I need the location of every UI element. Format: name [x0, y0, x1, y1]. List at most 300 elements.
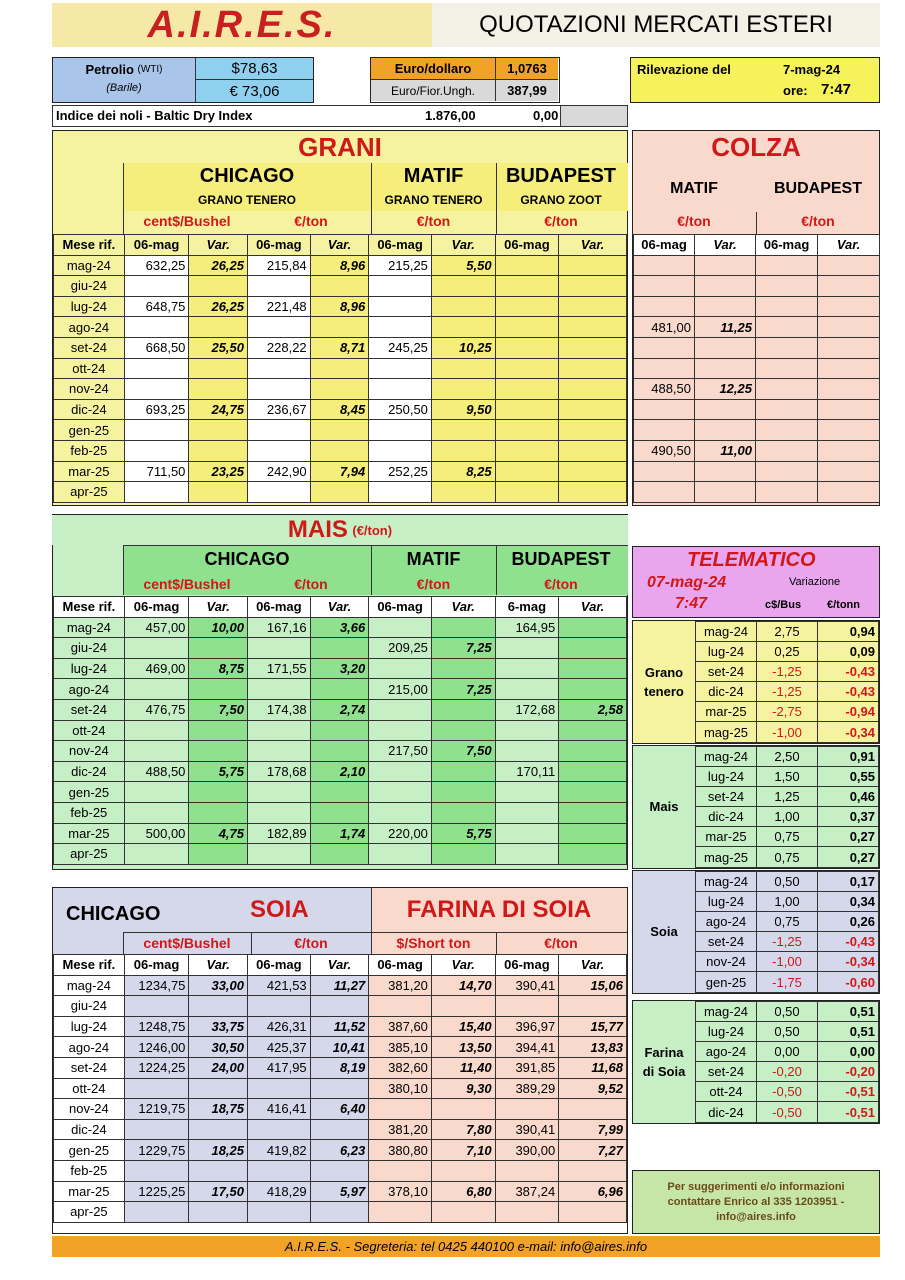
price-cell: 500,00: [124, 823, 189, 844]
price-cell: [495, 741, 559, 762]
col-header-var: Var.: [431, 235, 495, 256]
var-cell: 24,00: [189, 1057, 248, 1078]
col-header-var: Var.: [559, 955, 627, 976]
col-header-var: Var.: [310, 597, 369, 618]
telematico-group-name: Mais: [649, 799, 679, 814]
month-cell: giu-24: [54, 996, 125, 1017]
table-row: [696, 1002, 879, 1022]
var-cell: [559, 420, 627, 441]
var-cell: [431, 276, 495, 297]
col-header-mese: Mese rif.: [54, 597, 125, 618]
price-cell: [248, 276, 311, 297]
var-eur-cell: -0,43: [818, 662, 879, 682]
table-row: [54, 255, 627, 276]
soia-title: SOIA: [250, 896, 309, 923]
var-cell: [818, 296, 880, 317]
price-cell: 220,00: [369, 823, 432, 844]
var-cbus-cell: -0,50: [757, 1082, 818, 1102]
grani-budapest-sub: GRANO ZOOT: [520, 193, 602, 207]
table-row: [54, 1057, 627, 1078]
var-eur-cell: 0,51: [818, 1022, 879, 1042]
price-cell: 488,50: [634, 379, 695, 400]
var-cell: [695, 276, 756, 297]
var-cell: [431, 1160, 495, 1181]
var-cell: [189, 679, 248, 700]
page-title-text: QUOTAZIONI MERCATI ESTERI: [479, 11, 833, 38]
price-cell: [248, 844, 311, 865]
var-cell: [189, 358, 248, 379]
var-cell: [559, 255, 627, 276]
var-cell: [695, 399, 756, 420]
col-header-date: 06-mag: [369, 235, 432, 256]
price-cell: 632,25: [124, 255, 189, 276]
var-cell: [695, 296, 756, 317]
price-cell: 236,67: [248, 399, 311, 420]
var-cell: 15,06: [559, 975, 627, 996]
var-cell: 3,66: [310, 617, 369, 638]
mais-divider: [123, 545, 124, 595]
price-cell: 418,29: [248, 1181, 311, 1202]
var-cbus-cell: 1,25: [757, 787, 818, 807]
price-cell: [248, 1119, 311, 1140]
page-title: [432, 3, 880, 47]
col-header-date: 06-mag: [248, 597, 311, 618]
price-cell: [756, 276, 818, 297]
mais-unit-2: €/ton: [294, 576, 328, 592]
soia-unit-4: €/ton: [544, 935, 578, 951]
price-cell: [248, 1160, 311, 1181]
table-row: [54, 420, 627, 441]
month-cell: mar-25: [54, 1181, 125, 1202]
price-cell: 178,68: [248, 761, 311, 782]
month-cell: lug-24: [696, 1022, 757, 1042]
price-cell: [369, 358, 432, 379]
price-cell: 167,16: [248, 617, 311, 638]
telematico-group-table: [695, 746, 879, 868]
var-cell: 5,75: [189, 761, 248, 782]
var-cell: 10,00: [189, 617, 248, 638]
var-cell: 5,97: [310, 1181, 369, 1202]
var-cbus-cell: -1,25: [757, 682, 818, 702]
table-row: [54, 379, 627, 400]
var-cell: 6,40: [310, 1099, 369, 1120]
price-cell: 390,00: [495, 1140, 559, 1161]
price-cell: [124, 638, 189, 659]
month-cell: mag-25: [696, 847, 757, 867]
price-cell: [495, 461, 559, 482]
var-cell: [818, 317, 880, 338]
var-cell: 7,94: [310, 461, 369, 482]
var-cell: [559, 996, 627, 1017]
month-cell: ott-24: [696, 1082, 757, 1102]
table-row: [54, 1140, 627, 1161]
table-row: [54, 440, 627, 461]
table-row: [54, 399, 627, 420]
price-cell: [369, 1099, 432, 1120]
var-cell: [189, 1078, 248, 1099]
var-cell: 7,25: [431, 679, 495, 700]
table-row: [696, 952, 879, 972]
var-cell: 9,50: [431, 399, 495, 420]
table-row: [54, 975, 627, 996]
price-cell: 171,55: [248, 658, 311, 679]
price-cell: 170,11: [495, 761, 559, 782]
mais-unit-3: €/ton: [416, 576, 451, 592]
var-cbus-cell: -1,25: [757, 932, 818, 952]
grani-table: [53, 234, 627, 503]
petrolio-label: Petrolio: [85, 62, 134, 77]
month-cell: ago-24: [696, 912, 757, 932]
var-cell: [818, 420, 880, 441]
table-row: [696, 747, 879, 767]
table-row: [634, 420, 880, 441]
var-cell: [189, 1119, 248, 1140]
price-cell: [369, 317, 432, 338]
month-cell: dic-24: [696, 1102, 757, 1122]
table-row: [54, 296, 627, 317]
var-cell: 33,75: [189, 1016, 248, 1037]
col-header-date: 06-mag: [634, 235, 695, 256]
month-cell: dic-24: [54, 399, 125, 420]
var-cell: [310, 679, 369, 700]
var-cell: 7,10: [431, 1140, 495, 1161]
mais-title-unit: (€/ton): [352, 522, 393, 538]
price-cell: [369, 617, 432, 638]
colza-title: COLZA: [711, 131, 801, 162]
var-cell: [559, 337, 627, 358]
logo: [52, 3, 432, 47]
mais-chicago: CHICAGO: [204, 549, 290, 569]
telematico-group: [632, 870, 880, 994]
col-header-date: 06-mag: [124, 955, 189, 976]
var-cbus-cell: -1,75: [757, 972, 818, 992]
var-cell: [310, 720, 369, 741]
price-cell: 380,10: [369, 1078, 432, 1099]
var-cell: [431, 720, 495, 741]
price-cell: 396,97: [495, 1016, 559, 1037]
grani-divider: [371, 163, 372, 235]
month-cell: nov-24: [54, 379, 125, 400]
soia-unit-2: €/ton: [294, 935, 328, 951]
col-header-var: Var.: [310, 955, 369, 976]
price-cell: 417,95: [248, 1057, 311, 1078]
col-header-date: 06-mag: [756, 235, 818, 256]
var-cell: [189, 379, 248, 400]
var-cell: [559, 482, 627, 503]
var-cell: [559, 399, 627, 420]
var-cell: [431, 420, 495, 441]
table-row: [696, 722, 879, 742]
price-cell: 711,50: [124, 461, 189, 482]
price-cell: 389,29: [495, 1078, 559, 1099]
table-row: [634, 379, 880, 400]
price-cell: [634, 420, 695, 441]
var-cell: [310, 802, 369, 823]
price-cell: 217,50: [369, 741, 432, 762]
soia-unit-1: cent$/Bushel: [143, 935, 231, 951]
var-cell: 8,96: [310, 255, 369, 276]
price-cell: [495, 358, 559, 379]
price-cell: [495, 1099, 559, 1120]
price-cell: [369, 782, 432, 803]
col-header-date: 06-mag: [124, 235, 189, 256]
var-eur-cell: -0,51: [818, 1082, 879, 1102]
eurodollaro-label: Euro/dollaro: [371, 58, 495, 80]
col-header-mese: Mese rif.: [54, 955, 125, 976]
petrolio-usd: $78,63: [195, 58, 313, 80]
month-cell: apr-25: [54, 482, 125, 503]
price-cell: [124, 482, 189, 503]
table-row: [696, 807, 879, 827]
price-cell: 457,00: [124, 617, 189, 638]
var-cell: [559, 296, 627, 317]
var-cell: 33,00: [189, 975, 248, 996]
var-cell: [310, 276, 369, 297]
var-cbus-cell: 0,00: [757, 1042, 818, 1062]
var-cell: [189, 482, 248, 503]
grani-budapest: BUDAPEST: [505, 165, 616, 187]
colza-unit-2: €/ton: [801, 213, 835, 229]
price-cell: 421,53: [248, 975, 311, 996]
var-cell: [695, 337, 756, 358]
table-row: [54, 1078, 627, 1099]
var-cell: [431, 699, 495, 720]
price-cell: [248, 802, 311, 823]
mais-divider: [371, 545, 372, 595]
soia-corner: [53, 932, 123, 954]
var-cell: 15,77: [559, 1016, 627, 1037]
telematico-unit-1: c$/Bus: [765, 599, 802, 611]
soia-unit-3: $/Short ton: [396, 935, 471, 951]
table-row: [54, 720, 627, 741]
table-row: [696, 1022, 879, 1042]
price-cell: [248, 638, 311, 659]
var-cell: [818, 276, 880, 297]
table-row: [54, 358, 627, 379]
price-cell: [369, 720, 432, 741]
var-cell: [559, 844, 627, 865]
price-cell: 1219,75: [124, 1099, 189, 1120]
grani-chicago: CHICAGO: [199, 165, 295, 187]
price-cell: [634, 399, 695, 420]
table-row: [696, 642, 879, 662]
price-cell: [248, 317, 311, 338]
var-cell: 7,50: [431, 741, 495, 762]
var-cell: [189, 276, 248, 297]
table-row: [634, 461, 880, 482]
table-row: [54, 761, 627, 782]
var-eur-cell: 0,34: [818, 892, 879, 912]
grani-divider: [496, 163, 497, 235]
price-cell: [369, 420, 432, 441]
colza-divider: [756, 212, 757, 234]
price-cell: [495, 337, 559, 358]
soia-divider: [496, 932, 497, 954]
month-cell: giu-24: [54, 276, 125, 297]
col-header-var: Var.: [189, 955, 248, 976]
table-row: [54, 699, 627, 720]
var-eur-cell: -0,43: [818, 682, 879, 702]
mais-title: MAIS: [287, 516, 348, 543]
var-cell: [189, 844, 248, 865]
exchange-box: [370, 57, 560, 103]
var-cell: 13,50: [431, 1037, 495, 1058]
price-cell: [124, 440, 189, 461]
var-cell: [431, 379, 495, 400]
price-cell: 419,82: [248, 1140, 311, 1161]
table-row: [54, 802, 627, 823]
var-eur-cell: -0,94: [818, 702, 879, 722]
price-cell: [124, 317, 189, 338]
price-cell: [124, 276, 189, 297]
price-cell: [756, 296, 818, 317]
var-cell: 6,96: [559, 1181, 627, 1202]
table-row: [54, 1160, 627, 1181]
var-eur-cell: 0,46: [818, 787, 879, 807]
var-cell: 18,25: [189, 1140, 248, 1161]
info-text: Per suggerimenti e/o informazioni contattare Enrico al 335 1203951 - info@aires.info: [667, 1180, 845, 1223]
table-row: [54, 1181, 627, 1202]
month-cell: gen-25: [54, 1140, 125, 1161]
colza-matif: MATIF: [670, 180, 718, 197]
month-cell: ago-24: [54, 679, 125, 700]
price-cell: [124, 802, 189, 823]
price-cell: 1224,25: [124, 1057, 189, 1078]
table-row: [696, 932, 879, 952]
price-cell: 481,00: [634, 317, 695, 338]
var-cell: [431, 658, 495, 679]
rilevazione-date: 7-mag-24: [783, 62, 841, 77]
telematico-group-table: [695, 621, 879, 743]
price-cell: [369, 1160, 432, 1181]
price-cell: [756, 379, 818, 400]
var-cell: [559, 638, 627, 659]
var-cell: [559, 379, 627, 400]
var-cell: 7,25: [431, 638, 495, 659]
baltic-var: 0,00: [533, 108, 559, 123]
price-cell: [756, 420, 818, 441]
header-row: [634, 235, 880, 256]
var-cell: 26,25: [189, 255, 248, 276]
var-cell: 26,25: [189, 296, 248, 317]
var-cell: 2,58: [559, 699, 627, 720]
month-cell: ott-24: [54, 1078, 125, 1099]
table-row: [54, 276, 627, 297]
var-cell: [431, 482, 495, 503]
var-cell: [559, 440, 627, 461]
price-cell: [369, 276, 432, 297]
var-cell: [189, 1160, 248, 1181]
price-cell: [495, 296, 559, 317]
var-cell: [818, 337, 880, 358]
grani-matif-sub: GRANO TENERO: [384, 193, 483, 207]
var-eur-cell: 0,26: [818, 912, 879, 932]
month-cell: mag-24: [696, 1002, 757, 1022]
var-cell: [189, 440, 248, 461]
price-cell: 648,75: [124, 296, 189, 317]
month-cell: mag-24: [696, 622, 757, 642]
table-row: [696, 1082, 879, 1102]
var-cell: [310, 1119, 369, 1140]
telematico-variazione: Variazione: [789, 576, 841, 588]
var-cell: [189, 720, 248, 741]
table-row: [634, 255, 880, 276]
table-row: [634, 482, 880, 503]
var-eur-cell: 0,37: [818, 807, 879, 827]
price-cell: [248, 782, 311, 803]
var-cell: 25,50: [189, 337, 248, 358]
colza-table: [633, 234, 880, 503]
month-cell: nov-24: [54, 1099, 125, 1120]
table-row: [696, 702, 879, 722]
table-row: [696, 1042, 879, 1062]
price-cell: [124, 1160, 189, 1181]
petrolio-eur: € 73,06: [195, 80, 313, 102]
price-cell: [495, 996, 559, 1017]
var-cell: 6,23: [310, 1140, 369, 1161]
price-cell: [495, 844, 559, 865]
price-cell: [495, 802, 559, 823]
col-header-date: 06-mag: [248, 235, 311, 256]
table-row: [54, 1099, 627, 1120]
var-cell: 30,50: [189, 1037, 248, 1058]
var-cell: [189, 802, 248, 823]
telematico-group-table: [695, 1001, 879, 1123]
price-cell: 252,25: [369, 461, 432, 482]
price-cell: [124, 1078, 189, 1099]
price-cell: [248, 420, 311, 441]
table-row: [54, 317, 627, 338]
soia-divider: [371, 888, 372, 954]
var-cell: 8,19: [310, 1057, 369, 1078]
var-cbus-cell: 0,25: [757, 642, 818, 662]
var-cell: [559, 1160, 627, 1181]
telematico-group: [632, 620, 880, 744]
var-cell: 5,75: [431, 823, 495, 844]
table-row: [54, 617, 627, 638]
var-cell: 8,96: [310, 296, 369, 317]
table-row: [696, 682, 879, 702]
var-cell: [189, 741, 248, 762]
header-row: [54, 955, 627, 976]
month-cell: mar-25: [54, 461, 125, 482]
price-cell: 172,68: [495, 699, 559, 720]
month-cell: gen-25: [54, 782, 125, 803]
price-cell: [495, 255, 559, 276]
price-cell: [369, 802, 432, 823]
table-row: [54, 844, 627, 865]
var-cell: 3,20: [310, 658, 369, 679]
var-cell: [431, 996, 495, 1017]
soia-table: [53, 954, 627, 1223]
grani-divider: [123, 163, 124, 235]
var-cbus-cell: -0,20: [757, 1062, 818, 1082]
var-cell: [189, 317, 248, 338]
price-cell: 387,24: [495, 1181, 559, 1202]
month-cell: gen-25: [696, 972, 757, 992]
rilevazione-box: [630, 57, 880, 103]
header-row: [54, 597, 627, 618]
petrolio-barile: (Barile): [106, 82, 142, 94]
var-cbus-cell: -1,00: [757, 952, 818, 972]
price-cell: [756, 482, 818, 503]
price-cell: 1229,75: [124, 1140, 189, 1161]
var-cell: [310, 420, 369, 441]
price-cell: [369, 658, 432, 679]
var-cbus-cell: 1,50: [757, 767, 818, 787]
var-cell: [559, 617, 627, 638]
month-cell: feb-25: [54, 802, 125, 823]
